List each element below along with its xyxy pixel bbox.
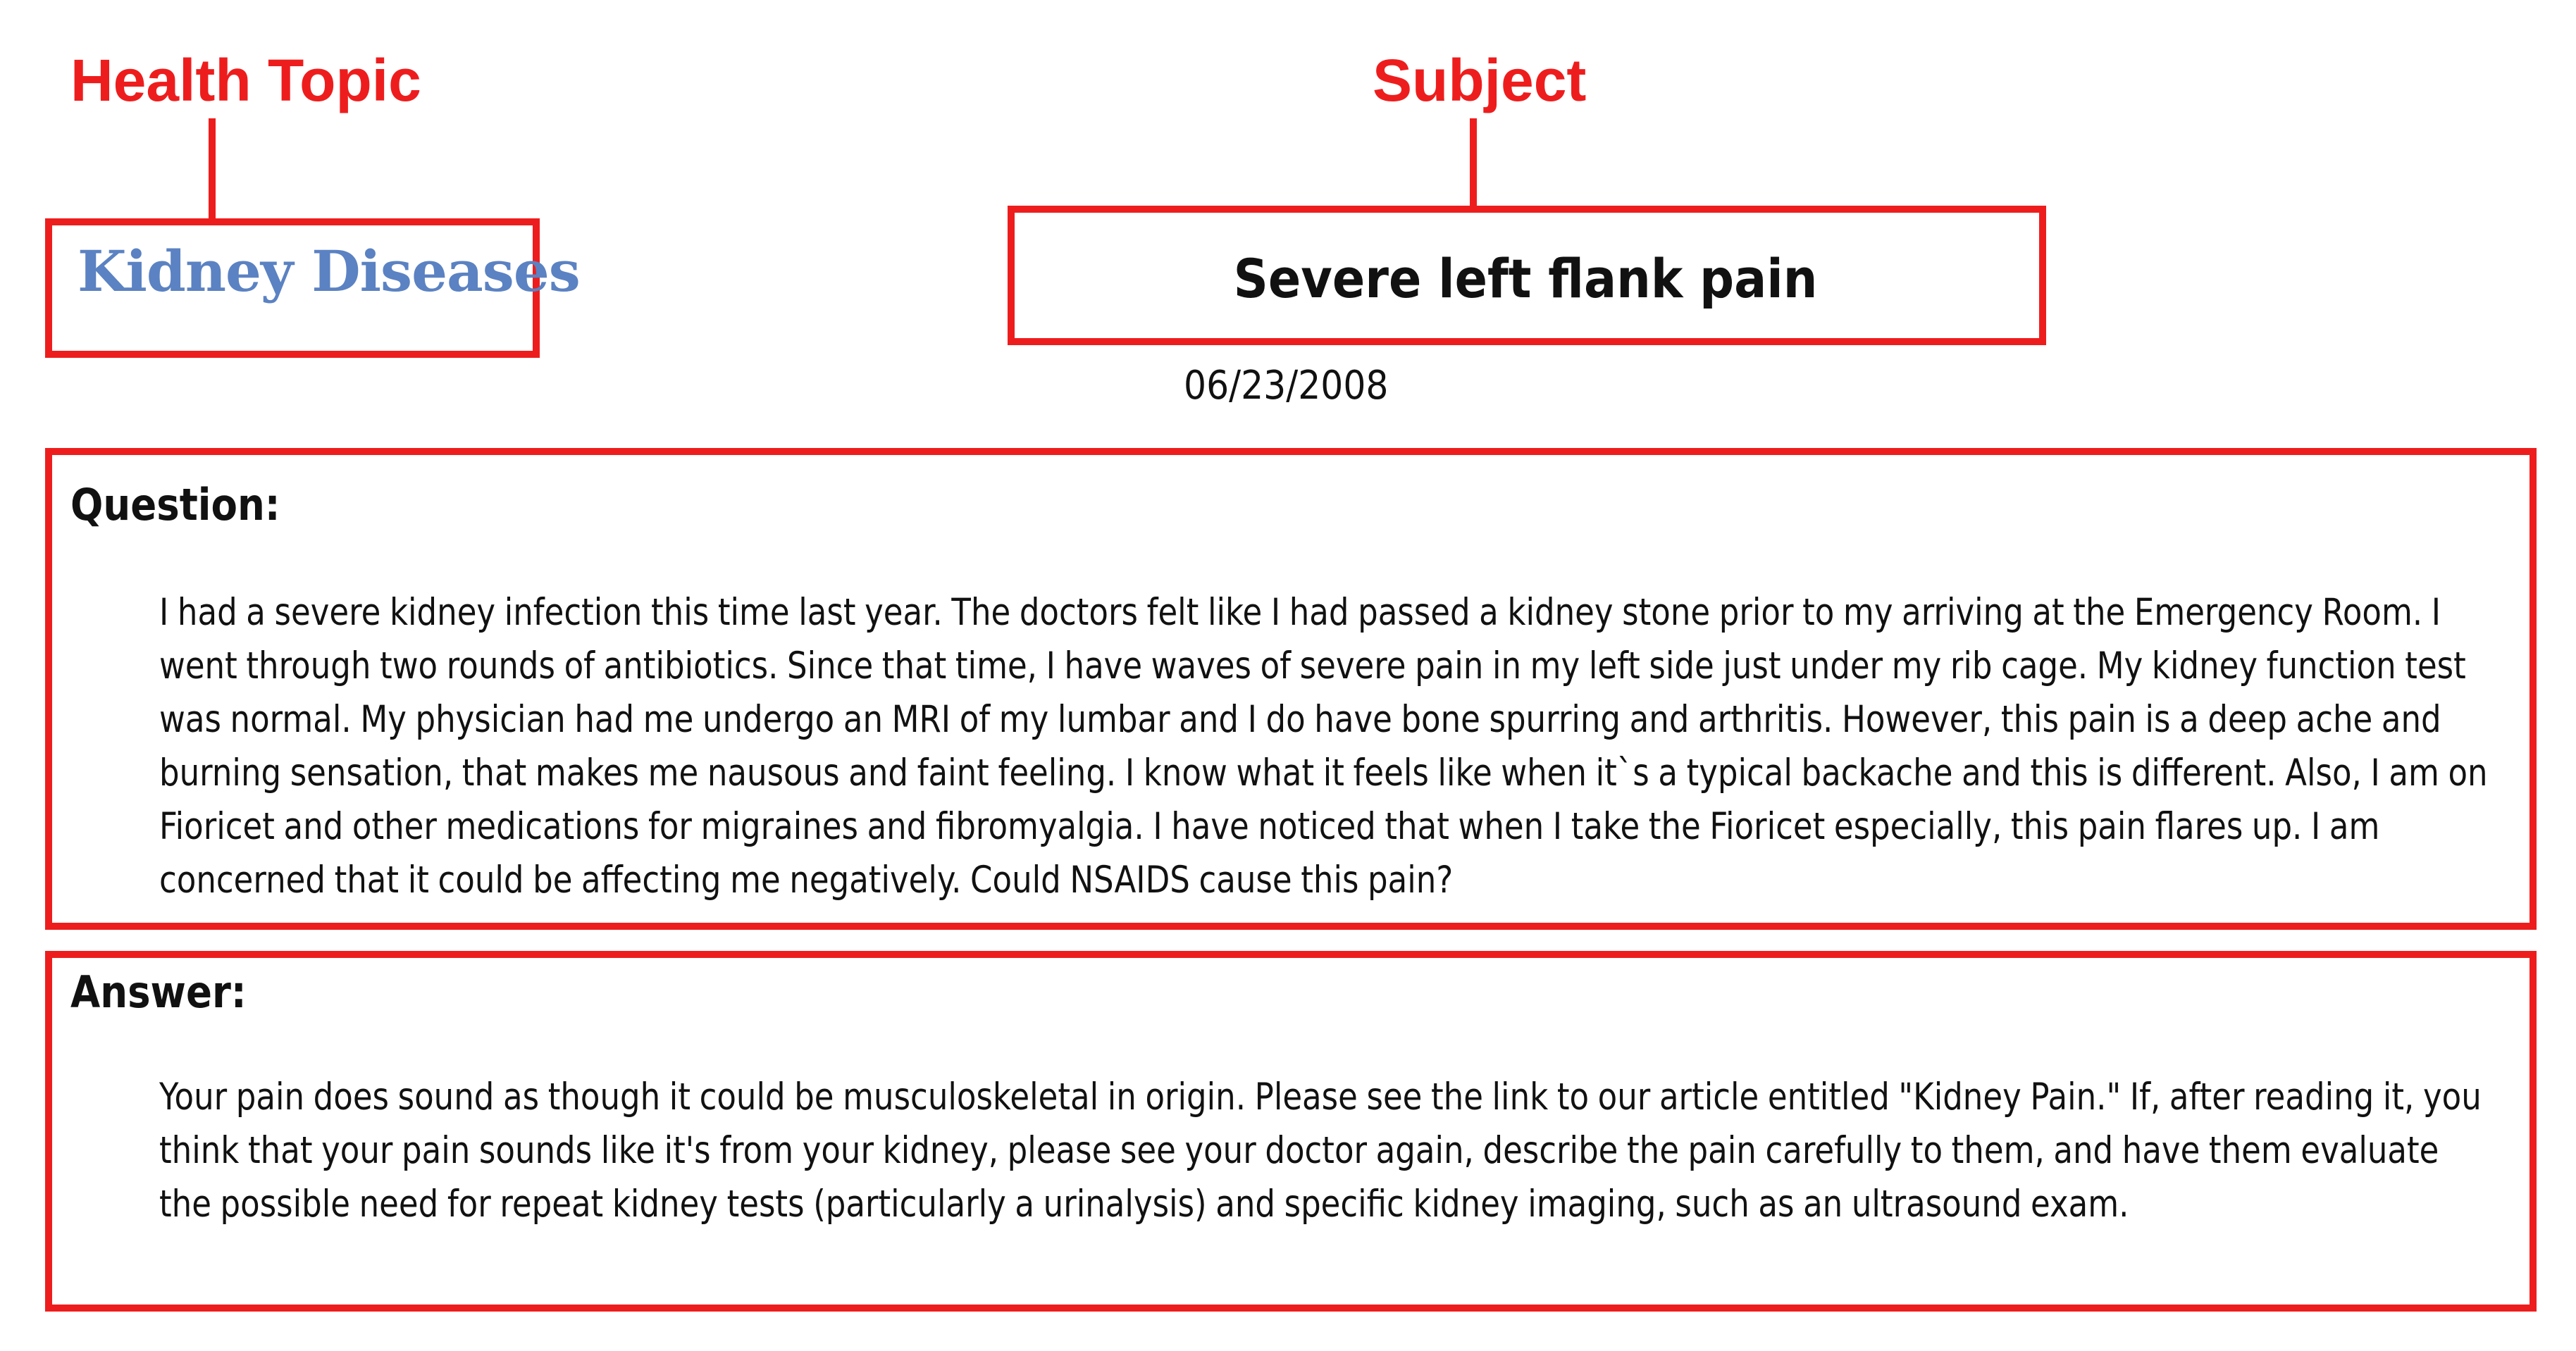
subject-title: Severe left flank pain: [1233, 247, 1818, 310]
subject-annotation-label: Subject: [1373, 47, 1587, 113]
health-topic-annotation-label: Health Topic: [70, 47, 421, 113]
health-topic-annotation-connector: [209, 118, 216, 218]
health-topic-heading: Kidney Diseases: [78, 238, 580, 304]
answer-body: Your pain does sound as though it could be musculoskeletal in origin. Please see the link to our article entitled "Kidney Pain." If, after reading it, you think that your pain sounds like it's from your kidney, please see your doctor again, describe the pain carefully to them, and have them evaluate the possible need for repeat kidney tests (particularly a urinalysis) and specific kidney imaging, such as an ultrasound exam.: [159, 1076, 2482, 1226]
post-date: 06/23/2008: [1184, 363, 1389, 409]
subject-annotation-connector: [1470, 118, 1477, 207]
question-heading: Question:: [70, 479, 280, 530]
answer-heading: Answer:: [70, 966, 247, 1018]
question-body: I had a severe kidney infection this time last year. The doctors felt like I had passed a kidney stone prior to my arriving at the Emergency Room. I went through two rounds of antibiotics. Since that time, I have waves of severe pain in my left side just under my rib cage. My kidney function test was normal. My physician had me undergo an MRI of my lumbar and I do have bone spurring and arthritis. However, this pain is a deep ache and burning sensation, that makes me nausous and faint feeling. I know what it feels like when it`s a typical backache and this is different. Also, I am on Fioricet and other medications for migraines and fibromyalgia. I have noticed that when I take the Fioricet especially, this pain flares up. I am concerned that it could be affecting me negatively. Could NSAIDS cause this pain?: [159, 591, 2488, 902]
